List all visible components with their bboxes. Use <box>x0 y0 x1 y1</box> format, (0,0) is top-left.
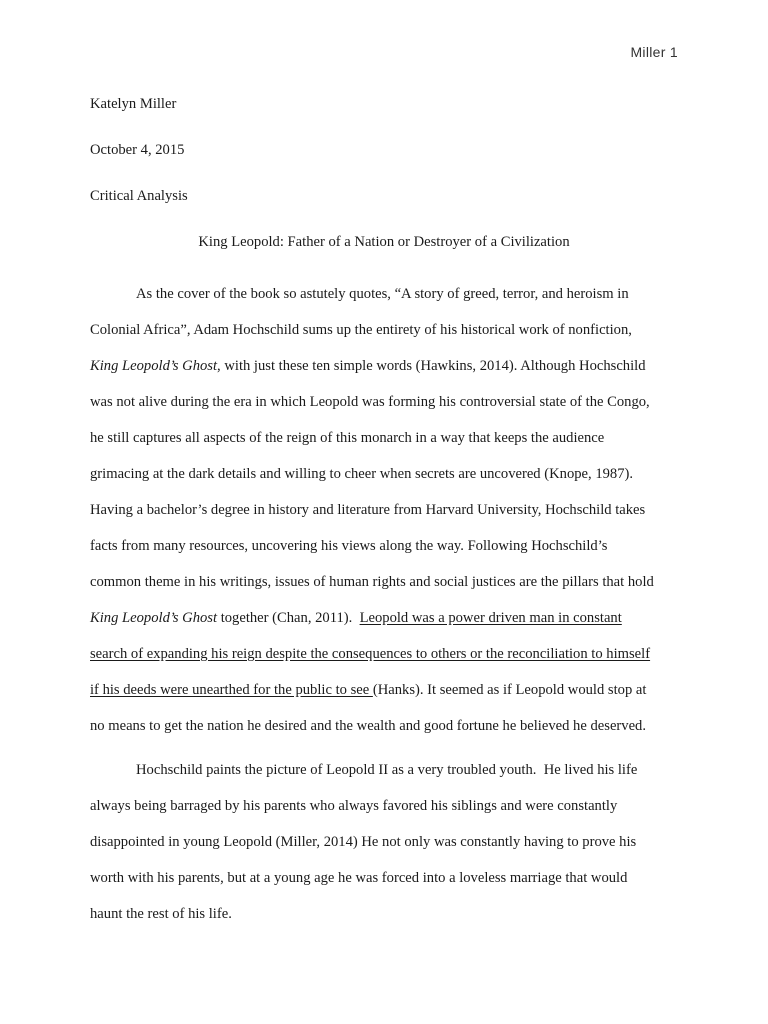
text-line: Colonial Africa”, Adam Hochschild sums up the entirety of his historical work of nonfiction, <box>90 322 632 338</box>
document-body <box>90 92 678 932</box>
paragraph-2 <box>90 752 678 932</box>
text-segment: , with just these ten simple words (Hawkins, 2014). Although Hochschild <box>217 358 646 374</box>
document-date: October 4, 2015 <box>90 142 185 158</box>
thesis-underlined: Leopold was a power driven man in constant <box>359 610 622 626</box>
thesis-underlined: if his deeds were unearthed for the public to see <box>90 682 373 698</box>
text-line <box>90 636 678 672</box>
text-line: worth with his parents, but at a young age he was forced into a loveless marriage that would <box>90 870 628 886</box>
text-line: always being barraged by his parents who always favored his siblings and were constantly <box>90 798 618 814</box>
text-line: was not alive during the era in which Leopold was forming his controversial state of the Congo, <box>90 394 650 410</box>
text-line: facts from many resources, uncovering his views along the way. Following Hochschild’s <box>90 538 608 554</box>
text-line: As the cover of the book so astutely quotes, “A story of greed, terror, and heroism in <box>136 286 629 302</box>
text-line <box>90 672 678 708</box>
text-line: no means to get the nation he desired and the wealth and good fortune he believed he deserved. <box>90 718 646 734</box>
essay-title: King Leopold: Father of a Nation or Destroyer of a Civilization <box>198 234 570 250</box>
thesis-underlined: search of expanding his reign despite the consequences to others or the reconciliation to himself <box>90 646 651 662</box>
text-line: Having a bachelor’s degree in history and literature from Harvard University, Hochschild takes <box>90 502 646 518</box>
course-name: Critical Analysis <box>90 188 188 204</box>
text-line: grimacing at the dark details and willing to cheer when secrets are uncovered (Knope, 1987). <box>90 466 634 482</box>
text-line <box>90 348 678 384</box>
text-line: Hochschild paints the picture of Leopold II as a very troubled youth. He lived his life <box>136 762 638 778</box>
paragraph-1 <box>90 276 678 744</box>
text-line: disappointed in young Leopold (Miller, 2014) He not only was constantly having to prove his <box>90 834 637 850</box>
page-header-number: Miller 1 <box>630 44 678 60</box>
text-line: common theme in his writings, issues of human rights and social justices are the pillars that hold <box>90 574 654 590</box>
author-name: Katelyn Miller <box>90 96 177 112</box>
text-line <box>90 600 678 636</box>
book-title-italic: King Leopold’s Ghost <box>90 358 218 374</box>
text-segment: (Hanks). It seemed as if Leopold would stop at <box>372 682 647 698</box>
text-segment: together (Chan, 2011). <box>217 610 360 626</box>
paragraph-gap <box>90 744 678 752</box>
text-line: he still captures all aspects of the reign of this monarch in a way that keeps the audience <box>90 430 605 446</box>
text-line: haunt the rest of his life. <box>90 906 232 922</box>
book-title-italic: King Leopold’s Ghost <box>90 610 218 626</box>
